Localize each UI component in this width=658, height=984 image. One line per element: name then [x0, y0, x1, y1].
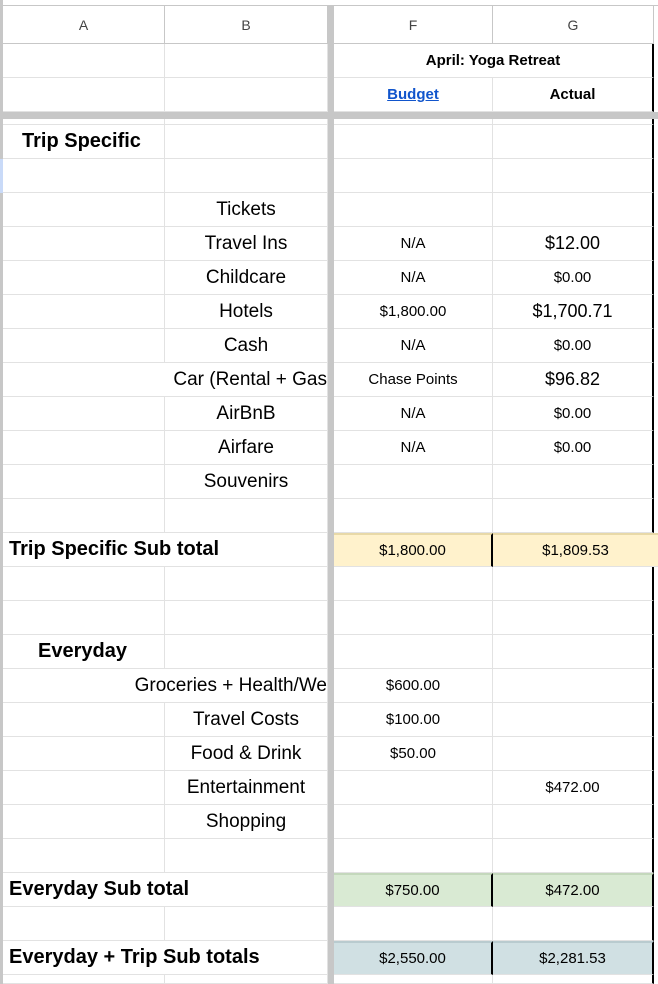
cell[interactable]	[334, 635, 493, 669]
trip-subtotal-budget[interactable]: $1,800.00	[334, 533, 493, 567]
actual-value[interactable]	[493, 805, 654, 839]
budget-value[interactable]: $100.00	[334, 703, 493, 737]
cell[interactable]	[165, 78, 328, 112]
expense-label[interactable]: Car (Rental + Gas	[123, 363, 328, 397]
cell[interactable]	[334, 125, 493, 159]
cell[interactable]	[3, 431, 165, 465]
column-header-b[interactable]: B	[165, 6, 328, 44]
cell[interactable]	[334, 601, 493, 635]
budget-value[interactable]: N/A	[334, 261, 493, 295]
column-header-g[interactable]: G	[493, 6, 654, 44]
expense-label[interactable]: Travel Costs	[165, 703, 328, 737]
budget-header-cell[interactable]	[334, 78, 493, 112]
cell[interactable]	[165, 907, 328, 941]
budget-value[interactable]	[334, 805, 493, 839]
selected-row-indicator	[0, 159, 3, 193]
expense-label[interactable]: Food & Drink	[165, 737, 328, 771]
grand-total-actual[interactable]: $2,281.53	[493, 941, 654, 975]
everyday-subtotal-label[interactable]: Everyday Sub total	[3, 873, 328, 907]
actual-value[interactable]	[493, 669, 654, 703]
actual-header[interactable]: Actual	[493, 78, 654, 112]
everyday-subtotal-actual[interactable]: $472.00	[493, 873, 654, 907]
expense-label[interactable]: Tickets	[165, 193, 328, 227]
cell[interactable]	[3, 839, 165, 873]
cell[interactable]	[3, 193, 165, 227]
expense-label[interactable]: Childcare	[165, 261, 328, 295]
cell[interactable]	[3, 703, 165, 737]
cell[interactable]	[3, 975, 165, 984]
actual-value[interactable]: $0.00	[493, 261, 654, 295]
cell[interactable]	[493, 159, 654, 193]
cell[interactable]	[493, 601, 654, 635]
cell[interactable]	[334, 975, 493, 984]
cell[interactable]	[3, 78, 165, 112]
cell[interactable]	[493, 839, 654, 873]
cell[interactable]	[493, 499, 654, 533]
cell[interactable]	[493, 567, 654, 601]
actual-value[interactable]	[493, 737, 654, 771]
cell[interactable]	[334, 159, 493, 193]
expense-label[interactable]: Hotels	[165, 295, 328, 329]
expense-label[interactable]: Airfare	[165, 431, 328, 465]
section-label-everyday[interactable]: Everyday	[3, 635, 165, 669]
budget-value[interactable]	[334, 465, 493, 499]
actual-value[interactable]	[493, 465, 654, 499]
cell[interactable]	[493, 125, 654, 159]
column-header-f[interactable]: F	[334, 6, 493, 44]
cell[interactable]	[165, 125, 328, 159]
expense-label[interactable]: AirBnB	[165, 397, 328, 431]
budget-value[interactable]: N/A	[334, 329, 493, 363]
column-header-a[interactable]: A	[3, 6, 165, 44]
cell[interactable]	[3, 295, 165, 329]
frozen-column-divider[interactable]	[328, 5, 334, 984]
actual-value[interactable]: $96.82	[493, 363, 654, 397]
trip-title[interactable]: April: Yoga Retreat	[334, 44, 654, 78]
cell[interactable]	[3, 397, 165, 431]
grand-total-label[interactable]: Everyday + Trip Sub totals	[3, 941, 328, 975]
budget-link[interactable]: Budget	[387, 86, 439, 103]
actual-value[interactable]: $0.00	[493, 397, 654, 431]
cell[interactable]	[3, 329, 165, 363]
cell[interactable]	[493, 635, 654, 669]
expense-label[interactable]: Groceries + Health/We	[83, 669, 328, 703]
actual-value[interactable]: $472.00	[493, 771, 654, 805]
expense-label[interactable]: Souvenirs	[165, 465, 328, 499]
expense-label[interactable]: Cash	[165, 329, 328, 363]
budget-value[interactable]: N/A	[334, 397, 493, 431]
budget-value[interactable]: N/A	[334, 431, 493, 465]
budget-value[interactable]: N/A	[334, 227, 493, 261]
cell[interactable]	[165, 839, 328, 873]
cell[interactable]	[3, 227, 165, 261]
actual-value[interactable]: $0.00	[493, 431, 654, 465]
cell[interactable]	[3, 601, 165, 635]
cell[interactable]	[3, 465, 165, 499]
cell[interactable]	[334, 499, 493, 533]
cell[interactable]	[165, 975, 328, 984]
budget-value[interactable]: $50.00	[334, 737, 493, 771]
cell[interactable]	[3, 737, 165, 771]
section-label-trip-specific[interactable]: Trip Specific	[3, 125, 165, 159]
budget-value[interactable]: Chase Points	[334, 363, 493, 397]
cell[interactable]	[3, 907, 165, 941]
cell[interactable]	[493, 975, 654, 984]
trip-subtotal-label[interactable]: Trip Specific Sub total	[3, 533, 328, 567]
expense-label[interactable]: Shopping	[165, 805, 328, 839]
cell[interactable]	[334, 567, 493, 601]
budget-value[interactable]: $1,800.00	[334, 295, 493, 329]
cell[interactable]	[334, 907, 493, 941]
actual-value[interactable]: $12.00	[493, 227, 654, 261]
cell[interactable]	[3, 567, 165, 601]
cell[interactable]	[165, 601, 328, 635]
cell[interactable]	[334, 839, 493, 873]
actual-value[interactable]	[493, 193, 654, 227]
budget-value[interactable]	[334, 193, 493, 227]
expense-label[interactable]: Travel Ins	[165, 227, 328, 261]
actual-value[interactable]: $1,700.71	[493, 295, 654, 329]
budget-value[interactable]: $600.00	[334, 669, 493, 703]
cell[interactable]	[3, 499, 165, 533]
expense-label[interactable]: Entertainment	[165, 771, 328, 805]
cell[interactable]	[3, 771, 165, 805]
grand-total-budget[interactable]: $2,550.00	[334, 941, 493, 975]
cell[interactable]	[165, 44, 328, 78]
cell[interactable]	[165, 499, 328, 533]
trip-subtotal-actual[interactable]: $1,809.53	[493, 533, 658, 567]
cell[interactable]	[165, 567, 328, 601]
actual-value[interactable]: $0.00	[493, 329, 654, 363]
cell[interactable]	[165, 159, 328, 193]
budget-value[interactable]	[334, 771, 493, 805]
cell[interactable]	[3, 44, 165, 78]
cell[interactable]	[165, 635, 328, 669]
everyday-subtotal-budget[interactable]: $750.00	[334, 873, 493, 907]
cell[interactable]	[3, 261, 165, 295]
cell[interactable]	[493, 907, 654, 941]
cell[interactable]	[3, 805, 165, 839]
actual-value[interactable]	[493, 703, 654, 737]
cell[interactable]	[3, 159, 165, 193]
